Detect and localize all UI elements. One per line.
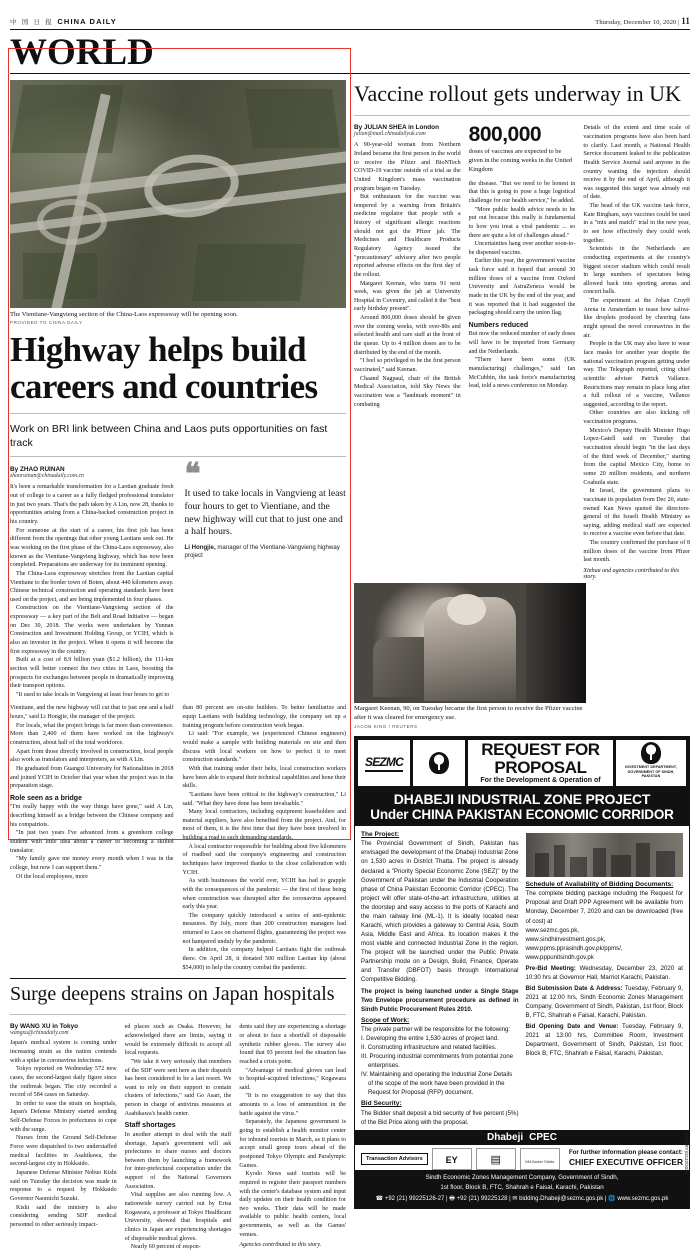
paragraph: Chaand Nagpaul, chair of the British Medical Association, told Sky News the vaccination was a "landmark moment" in combating [354, 375, 461, 408]
paragraph: Built at a cost of 8.9 billion yuan ($1.2 billion), the 111-km section will better connect the two cities in Laos, boosting the prospects for exchanges between people in dramatically improving their transport options. [10, 657, 174, 690]
paragraph: ed places such as Osaka. However, he acknowledged there are limits, saying it would be extremely difficult to accept all local requests. [124, 1024, 232, 1057]
paragraph: But now the reduced number of early doses will have to be imported from Germany and the Netherlands. [468, 331, 576, 355]
ad-contact-org: Sindh Economic Zones Management Company, Government of Sindh, [425, 1173, 619, 1181]
paragraph: The company quickly introduced a series of anti-epidemic measures. By July, more than 200 construction managers had returned to Laos on chartered flights, guaranteeing the project was not hampered unduly by the pandemic. [182, 912, 346, 945]
subheading-numbers: Numbers reduced [468, 321, 529, 329]
paragraph: With that training under their belts, local construction workers have been able to expand their technical capabilities and hone their skills. [182, 765, 346, 790]
publication-logo [10, 17, 117, 26]
advisor-logo-3-text: IMA Barker Gilotts [525, 1159, 555, 1164]
vaccine-headline: Vaccine rollout gets underway in UK [354, 81, 681, 106]
ad-project-text: The Provincial Government of Sindh, Pakistan has envisaged the development of the Dhabeji Industrial Zone on 1,530 acres in District Thatta. The project is already declared a "Priority Special Economic Zone (SEZ)" by the Government of Pakistan under the Industrial Cooperation phase of China Pakistan Economic Corridor (CPEC). The project will offer state-of-the-art infrastructure, utilities at the doorstep and easy access to the ports of Karachi and the main railway line (ML-1). It is ideally located near Karachi, which provides a gateway to Central Asia, South Asia, Middle East and Africa. Its location makes it the most viable and connected Industrial Zone in the region. The project will be launched under the Public Private Partnership mode on a Design, Build, Finance, Operate and Transfer (DBFOT) basis through International Competitive Bidding. [361, 840, 519, 983]
paragraph: Nearly 60 percent of respon- [130, 1244, 201, 1251]
ad-prebid-text: Wednesday, December 23, 2020 at 10:30 hrs at Governor Hall, Marriot Karachi, Pakistan. [525, 964, 683, 981]
ad-contact-title: CHIEF EXECUTIVE OFFICER [568, 1157, 683, 1168]
paragraph: Kyodo News said tourists will be required to register their passport numbers with the center's database system and input daily updates on their health condition for two weeks. Their data will be made available to public health centers, local governments, as well as the Games' venues. [239, 1171, 347, 1238]
ad-prebid-label: Pre-Bid Meeting: [525, 964, 576, 972]
paragraph: Around 800,000 doses should be given over the coming weeks, with over-80s and selected health and care staff at the front of the queue. Up to 4 million doses are to be distributed by the end of the month. [354, 315, 461, 356]
vaccine-col-3 [583, 124, 690, 580]
paragraph: Li said: "For example, we (experienced Chinese engineers) would make a sample with building materials on site and then discuss with local workers on how to perfect it to meet construction standards." [182, 731, 346, 764]
ad-bid-security-text: The Bidder shall deposit a bid security of five percent (5%) of the Bid Price along with the proposal. [361, 1109, 519, 1126]
ad-footer [355, 1170, 689, 1208]
dhabeji-logo: Dhabeji [487, 1131, 524, 1143]
paragraph: For locals, what the project brings is far more than convenience. More than 2,400 of them have worked on the highway's construction, about half of the total workforce. [10, 722, 174, 747]
lead-col-1 [10, 466, 174, 699]
ad-brand-strip [355, 1130, 689, 1145]
lead-subhead: Work on BRI link between China and Laos puts opportunities on fast track [10, 423, 328, 449]
ad-project-name: DHABEJI INDUSTRIAL ZONE PROJECT [393, 790, 651, 807]
expressway-photo [10, 80, 346, 308]
paragraph: Uncertainties hang over another soon-to-be dispensed vaccine. [468, 241, 576, 256]
ey-logo [432, 1148, 472, 1170]
japan-body [10, 1019, 346, 1252]
photo-credit: PROVIDED TO CHINA DAILY [10, 320, 83, 326]
subheading-role: Role seen as a bridge [10, 794, 82, 802]
industrial-zone-image [526, 833, 684, 877]
ad-submission-label: Bid Submission Date & Address: [525, 984, 623, 992]
paragraph: Vital supplies are also running low. A nationwide survey carried out by Erisa Kogawara, a professor at Tokyo Healthcare University, showed that hospitals and clinics in Japan are experiencing shortages of disposable medical gloves. [124, 1192, 232, 1242]
vaccine-photo-credit: JACOB KING / REUTERS [354, 724, 418, 730]
globe-icon: 🌐 [608, 1195, 616, 1202]
paragraph: "There have been some (UK manufacturing) challenges," said Ian McCubbin, the task force's manufacturing lead, told a news conference on Monday. [468, 357, 576, 390]
ad-contact-heading [569, 1149, 683, 1169]
paragraph: than 80 percent are on-site builders. To better familiarize and equip Laotians with building technology, the company set up a training program before construction work began. [182, 705, 346, 729]
japan-col-2 [125, 1023, 232, 1252]
paragraph: Nurses from the Ground Self-Defense Force were dispatched to two understaffed medical facilities in Asahikawa, the second-largest city in Hokkaido. [10, 1135, 117, 1168]
paragraph: The experiment at the Johan Cruyff Arena in Amsterdam to tease how saliva-like droplets produced by cheering fans might spread the novel coronavirus in the air. [583, 298, 691, 339]
ad-advisors-row [355, 1145, 689, 1170]
ad-scope-item: II. Constructing infrastructure and related facilities. [361, 1044, 497, 1052]
ad-url[interactable]: www.pppunitsindh.gov.pk [525, 953, 594, 961]
vaccine-statistic: 800,000 [468, 123, 542, 147]
paragraph: In addition, the company helped Laotians fight the outbreak there. On April 28, it donated 500 million Laotian kip (about $54,000) to help the country combat the pandemic. [182, 947, 346, 971]
japan-byline-email[interactable]: wangxu@chinadaily.com [10, 1030, 69, 1037]
japan-col-1 [10, 1023, 117, 1252]
paragraph: dents said they are experiencing a shortage or about to face a shortfall of disposable synthetic rubber gloves. The survey also found that 93 percent feel the situation has reached a crisis point. [239, 1024, 347, 1065]
paragraph: Japan's medical system is coming under increasing strain as the nation contends with a spike in coronavirus infections. [10, 1040, 117, 1064]
headline-rule [10, 413, 346, 414]
sezmc-logo [358, 740, 410, 786]
japan-rule [10, 1014, 346, 1015]
vaccine-photo [354, 583, 586, 703]
advertisement [354, 736, 690, 1209]
paragraph: People in the UK may also have to wear face masks for another year despite the national vaccination program getting under way. The Telegraph reported, citing chief scientific adviser Patrick Vallance. Restrictions may remain in place long after a full rollout of a vaccine, Vallance suggested, according to the report. [583, 341, 691, 408]
ad-opening [526, 1020, 684, 1058]
sezmc-logo-text: SEZMC [365, 755, 403, 772]
vaccine-body [354, 120, 690, 580]
paragraph: Many local contractors, including equipment leaseholders and material suppliers, have also benefited from the project. And, for most of them, it is the first time that they have been involved in building a road to such demanding standards. [182, 809, 346, 842]
pull-quote [183, 458, 347, 560]
paragraph: "My family gave me money every month when I was in the college, but now I can support them." [10, 856, 174, 871]
ad-schedule-heading: Schedule of Availability of Bidding Documents: [525, 880, 674, 888]
paragraph: The country confirmed the purchase of 8 million doses of the vaccine from Pfizer last month. [583, 540, 691, 564]
paragraph: A local contractor responsible for building about five kilometers of roadbed said the company's engineering and construction techniques have improved thanks to the close collaboration with YCIH. [182, 843, 346, 876]
ad-url[interactable]: www.sezmc.gos.pk, [525, 926, 580, 934]
phone-icon: ☎ [375, 1195, 384, 1202]
pull-quote-text: It used to take locals in Vangvieng at least four hours to get to Vientiane, and the new highway will cut that to just one and a half hours. [184, 488, 346, 538]
lead-byline-email[interactable]: zhaoruinan@chinadaily.com.cn [10, 473, 84, 480]
lead-col-2 [183, 704, 347, 972]
page-number: 11 [681, 16, 690, 26]
paragraph: In order to ease the strain on hospitals, Japan's Defense Ministry started sending Self-Defense Forces to prefectures to cope with the surge. [10, 1100, 117, 1133]
paragraph: "It used to take locals in Vangvieng at least four hours to get to [16, 691, 170, 698]
paragraph: For someone at the start of a career, his first job has been different from the openings that other young Laotians seek out. He was working on the first phase of the China-Laos expressway, also known as the Vientiane-Vangvieng highway, which has now been completed. Preparations are underway for its imminent opening. [10, 527, 174, 569]
masthead [10, 0, 690, 30]
paragraph: Other countries are also kicking off vaccination programs. [583, 410, 691, 426]
ad-url[interactable]: www.ppms.pprasindh.gov.pk/ppms/, [525, 944, 623, 952]
paragraph: "Laotians have been critical to the highway's construction," Li said. "What they have done has been invaluable." [182, 791, 346, 807]
paragraph: Construction on the Vientiane-Vangvieng section of the expressway — a key part of the Belt and Road Initiative — began on Dec 30, 2018. The works were undertaken by Yunnan Construction and Investment Holding Group, or YCIH, which is also an investor in the project. When it opens it will become the first expressway in the country. [10, 605, 174, 655]
ad-col-right [526, 831, 684, 1127]
section-rule [10, 73, 690, 74]
pull-quote-attribution [185, 539, 347, 560]
pull-quote-role: manager of the Vientiane-Vangvieng highway project [184, 544, 340, 560]
ad-contact-email[interactable]: bidding.Dhabeji@sezmc.gos.pk [519, 1195, 604, 1202]
fax-icon: 🖶 [449, 1195, 455, 1202]
ad-contact-web[interactable]: www.sezmc.gos.pk [617, 1195, 669, 1202]
japan-col-3 [239, 1023, 346, 1252]
paragraph: In Israel, the government plans to vaccinate its population from Dec 20, state-owned Kan News quoted the directors-general of the Israeli Health Ministry as saying, adding medical staff are expected to receive a vaccine even before that date. [583, 488, 691, 538]
lead-byline: By ZHAO RUINAN [10, 466, 65, 474]
ad-schedule-text: The complete bidding package including the Request for Proposal and Draft PPP Agreement will be available from Monday, December 7, 2020 and can be downloaded (free of cost) at [525, 890, 683, 925]
ad-header [355, 737, 689, 789]
ad-project-band [355, 789, 689, 826]
paragraph: Scientists in the Netherlands are conducting experiments at the country's biggest soccer stadium which could result in large numbers of spectators being allowed back into sporting arenas and concert halls. [583, 246, 691, 296]
paragraph: Japanese Defense Minister Nobuo Kishi said on Tuesday the decision was made in response to a request by Hokkaido Governor Naomichi Suzuki. [10, 1169, 117, 1202]
ad-scope-item: III. Procuring industrial commitments from potential zone enterprises. [361, 1053, 514, 1070]
ad-contact-phone: +92 (21) 99225126-27 [384, 1195, 445, 1202]
paragraph: In another attempt to deal with the staff shortage, Japan's government will ask prefectures to share nurses and doctors between them by launching a framework for inter-prefectural cooperation under the support of the National Governors Association. [124, 1131, 232, 1190]
lead-col-1b [10, 704, 174, 972]
japan-byline: By WANG XU in Tokyo [10, 1023, 79, 1031]
paragraph: the disease. "But we need to be honest in that this is going to pose a huge logistical challenge for our health service," he added. [468, 180, 576, 204]
ad-stage-text: The project is being launched under a Single Stage Two Envelope procurement procedure as defined in Sindh Public Procurement Rules 2010. [361, 987, 519, 1013]
paragraph: But enthusiasm for the vaccine was tempered by a warning from Britain's medicine regulator that people with a history of significant allergic reactions should not got the Pfizer jab. The Medicines and Healthcare Products Regulatory Agency issued the "precautionary" advisory after two people reported adverse effects on the first day of the rollout. [354, 194, 461, 278]
ad-reference-number: INF(KRY)/3132/2020 [684, 1132, 689, 1174]
ad-submission [526, 982, 684, 1020]
dateline-date: Thursday, December 10, 2020 | [595, 19, 680, 26]
vaccine-byline: By JULIAN SHEA in London [354, 124, 439, 132]
right-column [354, 80, 690, 1252]
logo-english-text: CHINA DAILY [57, 17, 117, 26]
ad-main-title: REQUEST FOR PROPOSAL [481, 740, 600, 778]
ad-submission-text: Tuesday, February 9, 2021 at 12:00 hrs, Sindh Economic Zones Management Company, Government of Sindh, Pakistan, 1st floor, Block B, FTC, Shahrah e Faisal, Karachi, Pakistan. [525, 984, 683, 1019]
ad-body [355, 826, 689, 1130]
paragraph: Earlier this year, the government vaccine task force said it hoped that around 30 million doses of a vaccine from Oxford University and AstraZeneca would be made in the UK by the end of the year, and it was reported that it had suggested the packaging should carry the union flag. [468, 258, 576, 317]
paragraph: "We take it very seriously that members of the SDF were sent here as their dispatch has been considered to be a last resort. We want to rely on their support to contain clusters of infections," said Go Asari, the person in charge of antivirus measures at Asahikawa's health center. [124, 1058, 232, 1117]
paragraph: Vientiane, and the new highway will cut that to just one and a half hours," said Li Hongjie, the manager of the project. [10, 705, 174, 721]
ad-title-block [468, 740, 613, 786]
paragraph: Separately, the Japanese government is going to establish a health monitor center for inbound tourists in March, as it plans to accept small group tours ahead of the postponed Tokyo Olympic and Paralympic Games. [239, 1119, 347, 1169]
email-icon: ✉ [512, 1195, 518, 1202]
content-columns [10, 80, 690, 1252]
vaccine-rule [354, 115, 690, 116]
ad-prebid [526, 962, 684, 982]
dateline [595, 16, 690, 26]
vaccine-byline-email[interactable]: julian@mail.chinadailyuk.com [354, 131, 426, 138]
vaccine-col-1 [354, 124, 461, 580]
japan-agency-note: Agencies contributed to this story. [239, 1242, 322, 1249]
paragraph: "I'm really happy with the way things have gone," said A Lin, describing himself as a bridge between the Chinese company and his compatriots. [10, 804, 174, 828]
ad-subtitle: For the Development & Operation of [480, 776, 601, 784]
ad-contact-fax: +92 (21) 99225128 [456, 1195, 508, 1202]
paragraph: "It is no exaggeration to say that this amounts to a loss of ammunition in the battle against the virus." [239, 1093, 347, 1117]
paragraph: "Advantage of medical gloves can lead to hospital-acquired infections," Kogawara said. [239, 1067, 347, 1091]
government-seal-icon [616, 740, 686, 786]
vaccine-photo-caption: Margaret Keenan, 90, on Tuesday became the first person to receive the Pfizer vaccine after it was cleared for emergency use. [354, 705, 583, 722]
lead-pull-quote-col [183, 458, 347, 699]
paragraph: The head of the UK vaccine task force, Kate Bingham, says vaccines could be used in a "mix and match" trial in the new year, to see how effectively they could work together. [583, 203, 691, 244]
paragraph: As with businesses the world over, YCIH has had to grapple with the consequences of the pandemic — the first of these being when construction was disrupted after the coronavirus appeared early this year. [182, 878, 346, 911]
photo-caption: The Vientiane-Vangvieng section of the China-Laos expressway will be opening soon. [10, 310, 238, 318]
lead-headline: Highway helps build careers and countries [10, 330, 318, 406]
ad-contact-line: ☎ +92 (21) 99225126-27 | 🖶 +92 (21) 99225128 | ✉ bidding.Dhabeji@sezmc.gos.pk | 🌐 www.sezmc.gos.pk [375, 1195, 669, 1202]
paragraph: Margaret Keenan, who turns 91 next week, was given the jab at University Hospital in Coventry, and called it the "best early birthday present". [354, 280, 461, 313]
subhead-rule [10, 456, 346, 457]
paragraph: Details of the extent and time scale of vaccination programs have also been hard to clarify. Last month, a National Health Service document leaked to the publication Health Service Journal said anyone in the country wanting the injection should receive it by the end of April, although it was suggested this target was already out of date. [583, 125, 691, 201]
ad-col-left [361, 831, 519, 1127]
paragraph: Of the local employees, more [16, 873, 88, 880]
ad-url[interactable]: www.sindhinvestment.gos.pk, [525, 935, 606, 943]
ad-contact-address: 1st floor, Block B, FTC, Shahrah e Faisal, Karachi, Pakistan [440, 1183, 604, 1191]
pull-quote-name: Li Hongjie, [184, 544, 216, 552]
ad-scope-item: IV. Maintaining and operating the Industrial Zone Details of the scope of the work have been provided in the Request for Proposal (RFP) document. [361, 1071, 513, 1097]
paragraph: "In just two years I've advanced from a greenhorn college student with little idea about a career to becoming a skilled translator. [10, 830, 174, 854]
logo-chinese-characters: 中 国 日 报 [10, 18, 54, 26]
ad-scope-heading: Scope of Work: [361, 1016, 410, 1024]
paragraph: Tokyo reported on Wednesday 572 new cases, the second-largest daily figure since the outbreak began. The city recorded a record of 584 cases on Saturday. [10, 1066, 117, 1099]
ad-bid-security-heading: Bid Security: [361, 1100, 402, 1108]
paragraph: Mexico's Deputy Health Minister Hugo Lopez-Gatell said on Tuesday that vaccination should begin "in the last days of the third week of December," starting from the capital Mexico City, home to some 20 million residents, and northern Coahuila state. [583, 427, 691, 486]
lead-story [10, 80, 346, 1252]
ad-contact-label: For further information please contact: [568, 1149, 683, 1157]
paragraph: A 90-year-old woman from Northern Ireland became the first person in the world to receive the Pfizer and BioNTech COVID-19 vaccine outside of a trial as the United Kingdom's mass vaccination program began on Tuesday. [354, 142, 461, 192]
transaction-advisors-label: Transaction Advisors [361, 1153, 428, 1166]
ad-opening-label: Bid Opening Date and Venue: [525, 1022, 619, 1030]
paragraph: He graduated from Guangxi University for Nationalities in 2018 and joined YCIH in October that year when the project was in the preparation stage. [10, 765, 174, 790]
ad-project-heading: The Project: [361, 830, 400, 838]
advisor-logo-3 [520, 1148, 560, 1170]
ad-scope-intro: The private partner will be responsible for the following: [361, 1026, 511, 1034]
lead-body [10, 458, 346, 699]
advisor-logo-2: ▤ [476, 1148, 516, 1170]
vaccine-agency-note: Xinhua and agencies contributed to this story. [583, 567, 680, 580]
ey-logo-text: EY [445, 1154, 458, 1165]
paragraph: The China-Laos expressway stretches from the Laotian capital Vientiane to the border town of Boten, about 440 kilometers away. Chinese technical construction and operating standards have been used on the project, and are being implemented in four phases. [10, 570, 174, 603]
paragraph: Apart from those directly involved in construction, local people also work as translators and interpreters, as with A Lin. [10, 748, 174, 764]
ad-project-program: Under CHINA PAKISTAN ECONOMIC CORRIDOR [370, 806, 674, 822]
japan-headline: Surge deepens strains on Japan hospitals [10, 983, 335, 1006]
page-title: WORLD [10, 32, 154, 73]
ad-opening-text: Tuesday, February 9, 2021 at 13:00 hrs, Committee Room, Investment Department, Government of Sindh, Pakistan, 1st floor, Block B, FTC, Shahrah e Faisal, Karachi, Pakistan. [525, 1022, 683, 1057]
paragraph: "I feel so privileged to be the first person vaccinated," said Keenan. [354, 358, 461, 373]
vaccine-col-2 [469, 124, 576, 580]
subheading-staff: Staff shortages [124, 1122, 176, 1130]
government-seal-text: INVESTMENT DEPARTMENT, GOVERNMENT OF SINDH, PAKISTAN [625, 765, 677, 779]
vaccine-statistic-caption: doses of vaccines are expected to be given in the coming weeks in the United Kingdom [468, 147, 573, 173]
cpec-logo: CPEC [529, 1131, 557, 1143]
paragraph: It's been a remarkable transformation for a Laotian graduate fresh out of college to a career as a fully fledged professional translator in just two years. That's the path taken by A Lin, now 28, thanks to opportunities arising from a China-backed construction project in his country. [10, 484, 174, 526]
paragraph: "More public health advice needs to be put out because this really is fundamental to how you treat a viral pandemic ... so there are quite a lot of challenges ahead." [468, 206, 576, 239]
quote-mark-icon: ❝ [184, 458, 201, 492]
paragraph: Kishi said the ministry is also considering sending SDF medical personnel to other seriously impact- [10, 1204, 117, 1228]
provincial-crest-icon [413, 740, 465, 786]
ad-scope-item: I. Developing the entire 1,530 acres of project land. [361, 1035, 499, 1043]
lead-body-2 [10, 699, 346, 972]
